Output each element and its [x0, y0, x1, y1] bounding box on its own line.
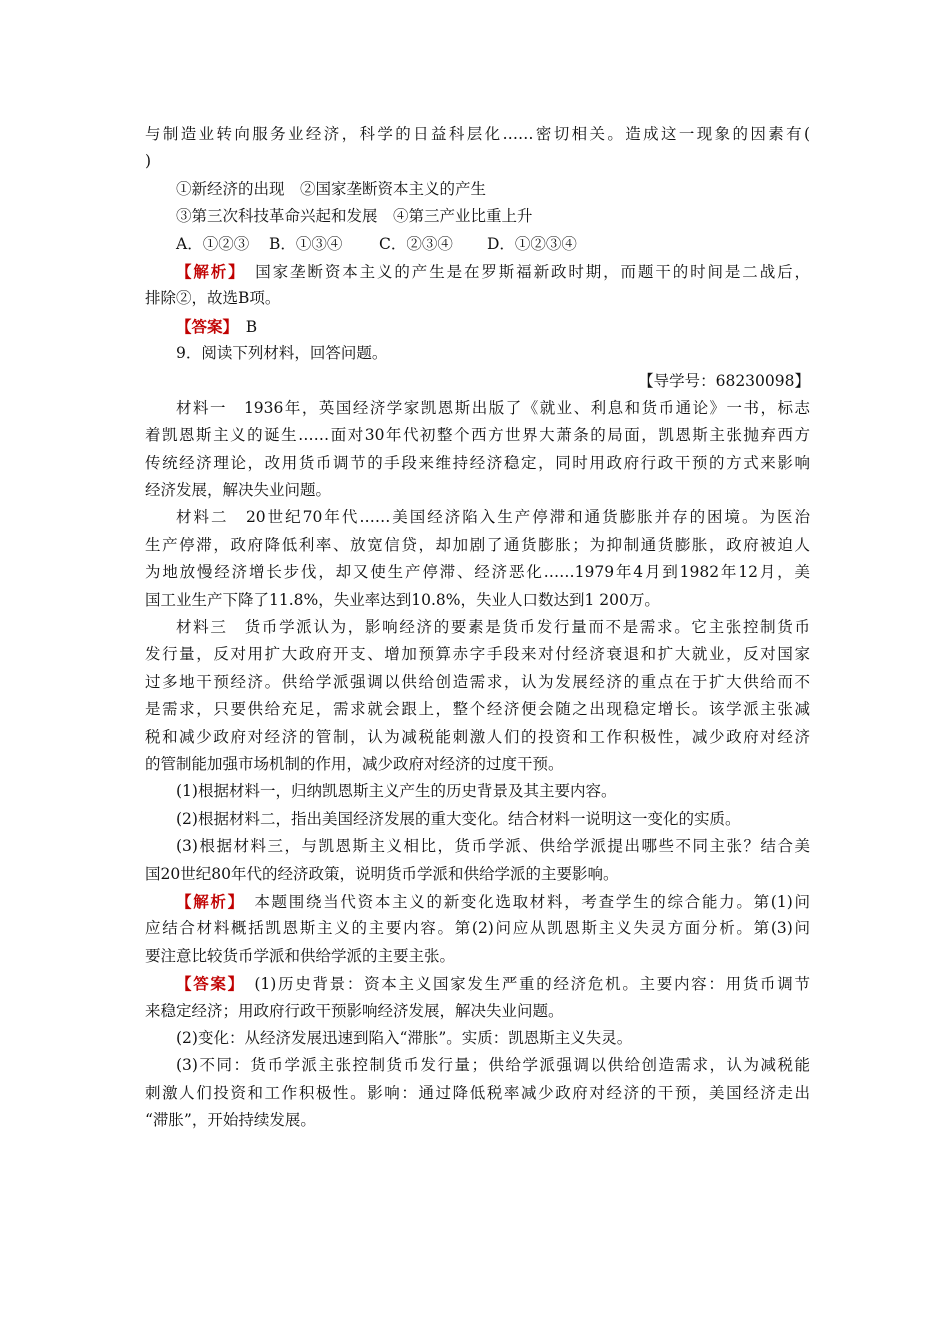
choice-c: C．②③④: [379, 234, 453, 253]
analysis-tag: 【解析】: [176, 261, 238, 281]
material2-line-1: 材料二 20世纪70年代……美国经济陷入生产停滞和通货膨胀并存的困境。为医治: [176, 508, 810, 527]
q8-analysis-line-2: 排除②，故选B项。: [145, 289, 281, 308]
q9-analysis-line-3: 要注意比较货币学派和供给学派的主要主张。: [145, 946, 456, 965]
material3-line-2: 发行量，反对用扩大政府开支、增加预算赤字手段来对付经济衰退和扩大就业，反对国家: [145, 645, 810, 664]
q8-analysis-text-1: 国家垄断资本主义的产生是在罗斯福新政时期，而题干的时间是二战后，: [255, 262, 810, 281]
q8-analysis-line-1: [145, 258, 810, 285]
material2-line-4: 国工业生产下降了11.8%，失业率达到10.8%，失业人口数达到1 200万。: [145, 590, 660, 609]
choice-a: A．①②③: [176, 234, 250, 253]
q9-answer-line-6: “滞胀”，开始持续发展。: [145, 1111, 316, 1130]
question-3-line-1: (3)根据材料三，与凯恩斯主义相比，货币学派、供给学派提出哪些不同主张？结合美: [176, 837, 810, 856]
material3-line-1: 材料三 货币学派认为，影响经济的要素是货币发行量而不是需求。它主张控制货币: [176, 618, 810, 637]
material3-line-6: 的管制能加强市场机制的作用，减少政府对经济的过度干预。: [145, 754, 564, 773]
q9-answer-line-4: (3)不同：货币学派主张控制货币发行量；供给学派强调以供给创造需求，认为减税能: [176, 1056, 810, 1075]
material1-line-4: 经济发展，解决失业问题。: [145, 481, 332, 500]
material3-line-3: 过多地干预经济。供给学派强调以供给创造需求，认为发展经济的重点在于扩大供给而不: [145, 672, 810, 691]
answer-tag: 【答案】: [176, 316, 231, 336]
q9-analysis-text-1: 本题围绕当代资本主义的新变化选取材料，考查学生的综合能力。第(1)问: [254, 892, 810, 911]
answer-tag: 【答案】: [176, 974, 238, 994]
q9-guide-number: 【导学号：68230098】: [638, 371, 810, 390]
material3-line-5: 税和减少政府对经济的管制，认为减税能刺激人们的投资和工作积极性，减少政府对经济: [145, 727, 810, 746]
q9-answer-text-1: (1)历史背景：资本主义国家发生严重的经济危机。主要内容：用货币调节: [254, 975, 810, 994]
question-2: (2)根据材料二，指出美国经济发展的重大变化。结合材料一说明这一变化的实质。: [176, 809, 741, 828]
q8-stem-line-1: 与制造业转向服务业经济，科学的日益科层化……密切相关。造成这一现象的因素有(: [145, 125, 810, 143]
document-page: [145, 121, 810, 1134]
question-3-line-2: 国20世纪80年代的经济政策，说明货币学派和供给学派的主要影响。: [145, 864, 619, 883]
q9-title: 9．阅读下列材料，回答问题。: [176, 344, 388, 363]
analysis-tag: 【解析】: [176, 891, 238, 911]
q8-stem-line-2: ): [145, 152, 152, 171]
choice-d: D．①②③④: [487, 234, 577, 253]
q8-choices: [145, 231, 810, 258]
q9-analysis-line-1: [145, 888, 810, 915]
material1-line-2: 着凯恩斯主义的诞生……面对30年代初整个西方世界大萧条的局面，凯恩斯主张抛弃西方: [145, 426, 810, 445]
q8-answer-value: B: [245, 317, 258, 336]
material3-line-4: 是需求，只要供给充足，需求就会跟上，整个经济便会随之出现稳定增长。该学派主张减: [145, 700, 810, 719]
question-1: (1)根据材料一，归纳凯恩斯主义产生的历史背景及其主要内容。: [176, 782, 617, 801]
q8-option-line-2: ③第三次科技革命兴起和发展 ④第三产业比重上升: [176, 207, 533, 226]
q9-answer-line-1: [145, 970, 810, 997]
q8-option-line-1: ①新经济的出现 ②国家垄断资本主义的产生: [176, 179, 487, 198]
q9-answer-line-5: 刺激人们投资和工作积极性。影响：通过降低税率减少政府对经济的干预，美国经济走出: [145, 1083, 810, 1102]
material1-line-3: 传统经济理论，改用货币调节的手段来维持经济稳定，同时用政府行政干预的方式来影响: [145, 453, 810, 472]
q9-answer-line-2: 来稳定经济；用政府行政干预影响经济发展，解决失业问题。: [145, 1001, 564, 1020]
choice-b: B．①③④: [269, 234, 343, 253]
material1-line-1: 材料一 1936年，英国经济学家凯恩斯出版了《就业、利息和货币通论》一书，标志: [176, 398, 810, 417]
material2-line-2: 生产停滞，政府降低利率、放宽信贷，却加剧了通货膨胀；为抑制通货膨胀，政府被迫人: [145, 535, 810, 554]
q9-analysis-line-2: 应结合材料概括凯恩斯主义的主要内容。第(2)问应从凯恩斯主义失灵方面分析。第(3)问: [145, 919, 810, 938]
material2-line-3: 为地放慢经济增长步伐，却又使生产停滞、经济恶化……1979年4月到1982年12月，美: [145, 563, 810, 582]
q9-answer-line-3: (2)变化：从经济发展迅速到陷入“滞胀”。实质：凯恩斯主义失灵。: [176, 1028, 633, 1047]
q8-answer: [145, 313, 810, 340]
